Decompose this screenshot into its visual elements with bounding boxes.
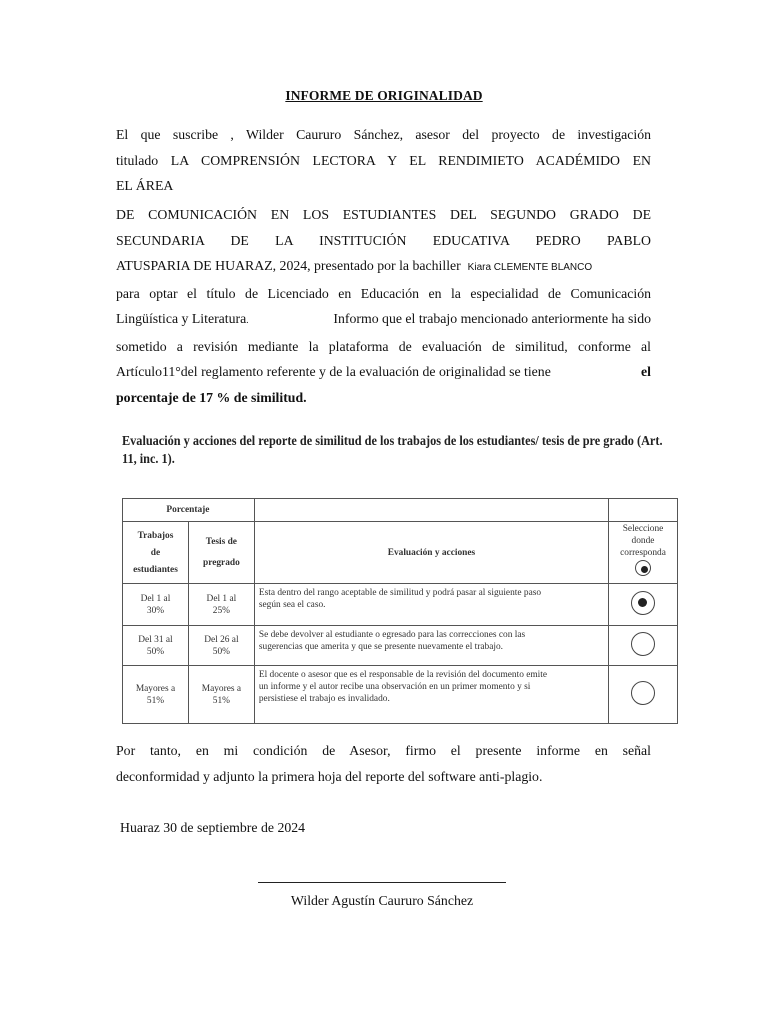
trabajos-header	[123, 522, 189, 584]
row-3-trabajos-l2: 51%	[146, 695, 165, 706]
signature-name: Wilder Agustín Caururo Sánchez	[290, 893, 474, 908]
specialty-text: Lingüística y Literatura	[116, 311, 247, 326]
body-line-3	[116, 253, 651, 281]
row-3-tesis	[188, 666, 254, 724]
row-3-tesis-l2: 51%	[212, 695, 230, 706]
row-2-tesis-l1: Del 26 al	[204, 634, 239, 645]
specialty-period: .	[246, 315, 249, 325]
row-2-eval-l1: Se debe devolver al estudiante o egresado para las correcciones con las	[258, 630, 526, 640]
body-line-5-rest: Informo que el trabajo mencionado anteriormente ha sido	[333, 311, 651, 326]
table-heading	[122, 432, 680, 468]
student-name: Kiara CLEMENTE BLANCO	[467, 262, 593, 273]
row-1-select[interactable]	[609, 584, 678, 626]
tesis-header-l2: pregrado	[202, 558, 240, 568]
body-paragraph	[116, 202, 651, 410]
table-heading-line-2: 11, inc. 1).	[122, 451, 175, 466]
radio-empty-icon[interactable]	[631, 681, 655, 705]
row-1-tesis-l2: 25%	[212, 605, 230, 616]
row-3-select[interactable]	[609, 666, 678, 724]
radio-icon	[635, 560, 651, 576]
trabajos-header-l2: de	[150, 547, 161, 558]
radio-selected-icon[interactable]	[631, 591, 655, 615]
seleccione-l2: donde	[631, 536, 655, 546]
body-line-7	[116, 359, 651, 385]
row-1-trabajos-l2: 30%	[146, 605, 165, 616]
table-heading-line-1: Evaluación y acciones del reporte de similitud de los trabajos de los estudiantes/ tesis de pre grado (Art.	[122, 433, 663, 448]
intro-line-2: titulado LA COMPRENSIÓN LECTORA Y EL RENDIMIETO ACADÉMIDO EN	[116, 152, 651, 168]
body-line-6: sometido a revisión mediante la plataforma de evaluación de similitud, conforme al	[116, 338, 651, 354]
row-2-trabajos-l1: Del 31 al	[138, 634, 173, 645]
empty-header-cell	[254, 499, 608, 522]
row-2-trabajos-l2: 50%	[146, 646, 165, 657]
row-2-tesis	[188, 626, 254, 666]
radio-empty-icon[interactable]	[631, 632, 655, 656]
row-3-eval-l1: El docente o asesor que es el responsable de la revisión del documento emite	[258, 670, 548, 680]
seleccione-l3: corresponda	[620, 548, 666, 558]
row-3-eval-l3: persistiese el trabajo es invalidado.	[258, 694, 390, 704]
row-1-evaluacion	[254, 584, 608, 626]
intro-line-3: EL ÁREA	[116, 178, 174, 193]
similarity-table	[122, 498, 678, 724]
row-1-eval-l2: según sea el caso.	[258, 600, 326, 610]
similarity-result: porcentaje de 17 % de similitud.	[116, 389, 307, 405]
row-2-select[interactable]	[609, 626, 678, 666]
evaluacion-header: Evaluación y acciones	[254, 522, 608, 584]
row-3-trabajos-l1: Mayores a	[135, 683, 176, 694]
porcentaje-header: Porcentaje	[123, 499, 255, 522]
similarity-table-image	[122, 432, 682, 734]
trabajos-header-l1: Trabajos	[137, 530, 174, 541]
row-1-tesis	[188, 584, 254, 626]
row-1-trabajos	[123, 584, 189, 626]
empty-header-cell	[609, 499, 678, 522]
row-3-eval-l2: un informe y el autor recibe una observación en un primer momento y si	[258, 682, 531, 692]
row-1-tesis-l1: Del 1 al	[206, 593, 237, 604]
document-title: INFORME DE ORIGINALIDAD	[285, 88, 483, 103]
body-line-2: SECUNDARIA DE LA INSTITUCIÓN EDUCATIVA PEDRO PABLO	[116, 232, 651, 248]
body-line-5	[116, 306, 651, 334]
row-3-trabajos	[123, 666, 189, 724]
row-3-evaluacion	[254, 666, 608, 724]
body-line-7-bold: el	[641, 364, 651, 379]
row-2-tesis-l2: 50%	[212, 646, 230, 657]
table-row	[123, 626, 678, 666]
table-row	[123, 584, 678, 626]
tesis-header	[188, 522, 254, 584]
row-1-eval-l1: Esta dentro del rango aceptable de similitud y podrá pasar al siguiente paso	[258, 588, 542, 598]
row-1-trabajos-l1: Del 1 al	[140, 593, 171, 604]
closing-line-1: Por tanto, en mi condición de Asesor, firmo el presente informe en señal	[116, 743, 651, 758]
closing-paragraph	[116, 738, 651, 789]
seleccione-header	[609, 522, 678, 584]
body-line-1: DE COMUNICACIÓN EN LOS ESTUDIANTES DEL SEGUNDO GRADO DE	[116, 207, 651, 222]
seleccione-l1: Seleccione	[622, 524, 664, 534]
intro-line-1: El que suscribe , Wilder Caururo Sánchez, asesor del proyecto de investigación	[116, 127, 651, 142]
intro-paragraph	[116, 122, 651, 199]
row-2-trabajos	[123, 626, 189, 666]
tesis-header-l1: Tesis de	[205, 537, 237, 547]
body-line-4: para optar el título de Licenciado en Educación en la especialidad de Comunicación	[116, 285, 651, 301]
closing-line-2: deconformidad y adjunto la primera hoja del reporte del software anti-plagio.	[116, 768, 543, 784]
date-line: Huaraz 30 de septiembre de 2024	[120, 820, 306, 835]
row-2-eval-l2: sugerencias que amerita y que se presente nuevamente el trabajo.	[258, 642, 504, 652]
row-3-tesis-l1: Mayores a	[201, 683, 242, 694]
body-line-3-text: ATUSPARIA DE HUARAZ, 2024, presentado por la bachiller	[116, 258, 461, 273]
row-2-evaluacion	[254, 626, 608, 666]
signature-line	[258, 882, 506, 883]
body-line-7-text: Artículo11°del reglamento referente y de la evaluación de originalidad se tiene	[116, 364, 551, 379]
table-row	[123, 666, 678, 724]
trabajos-header-l3: estudiantes	[133, 564, 178, 575]
